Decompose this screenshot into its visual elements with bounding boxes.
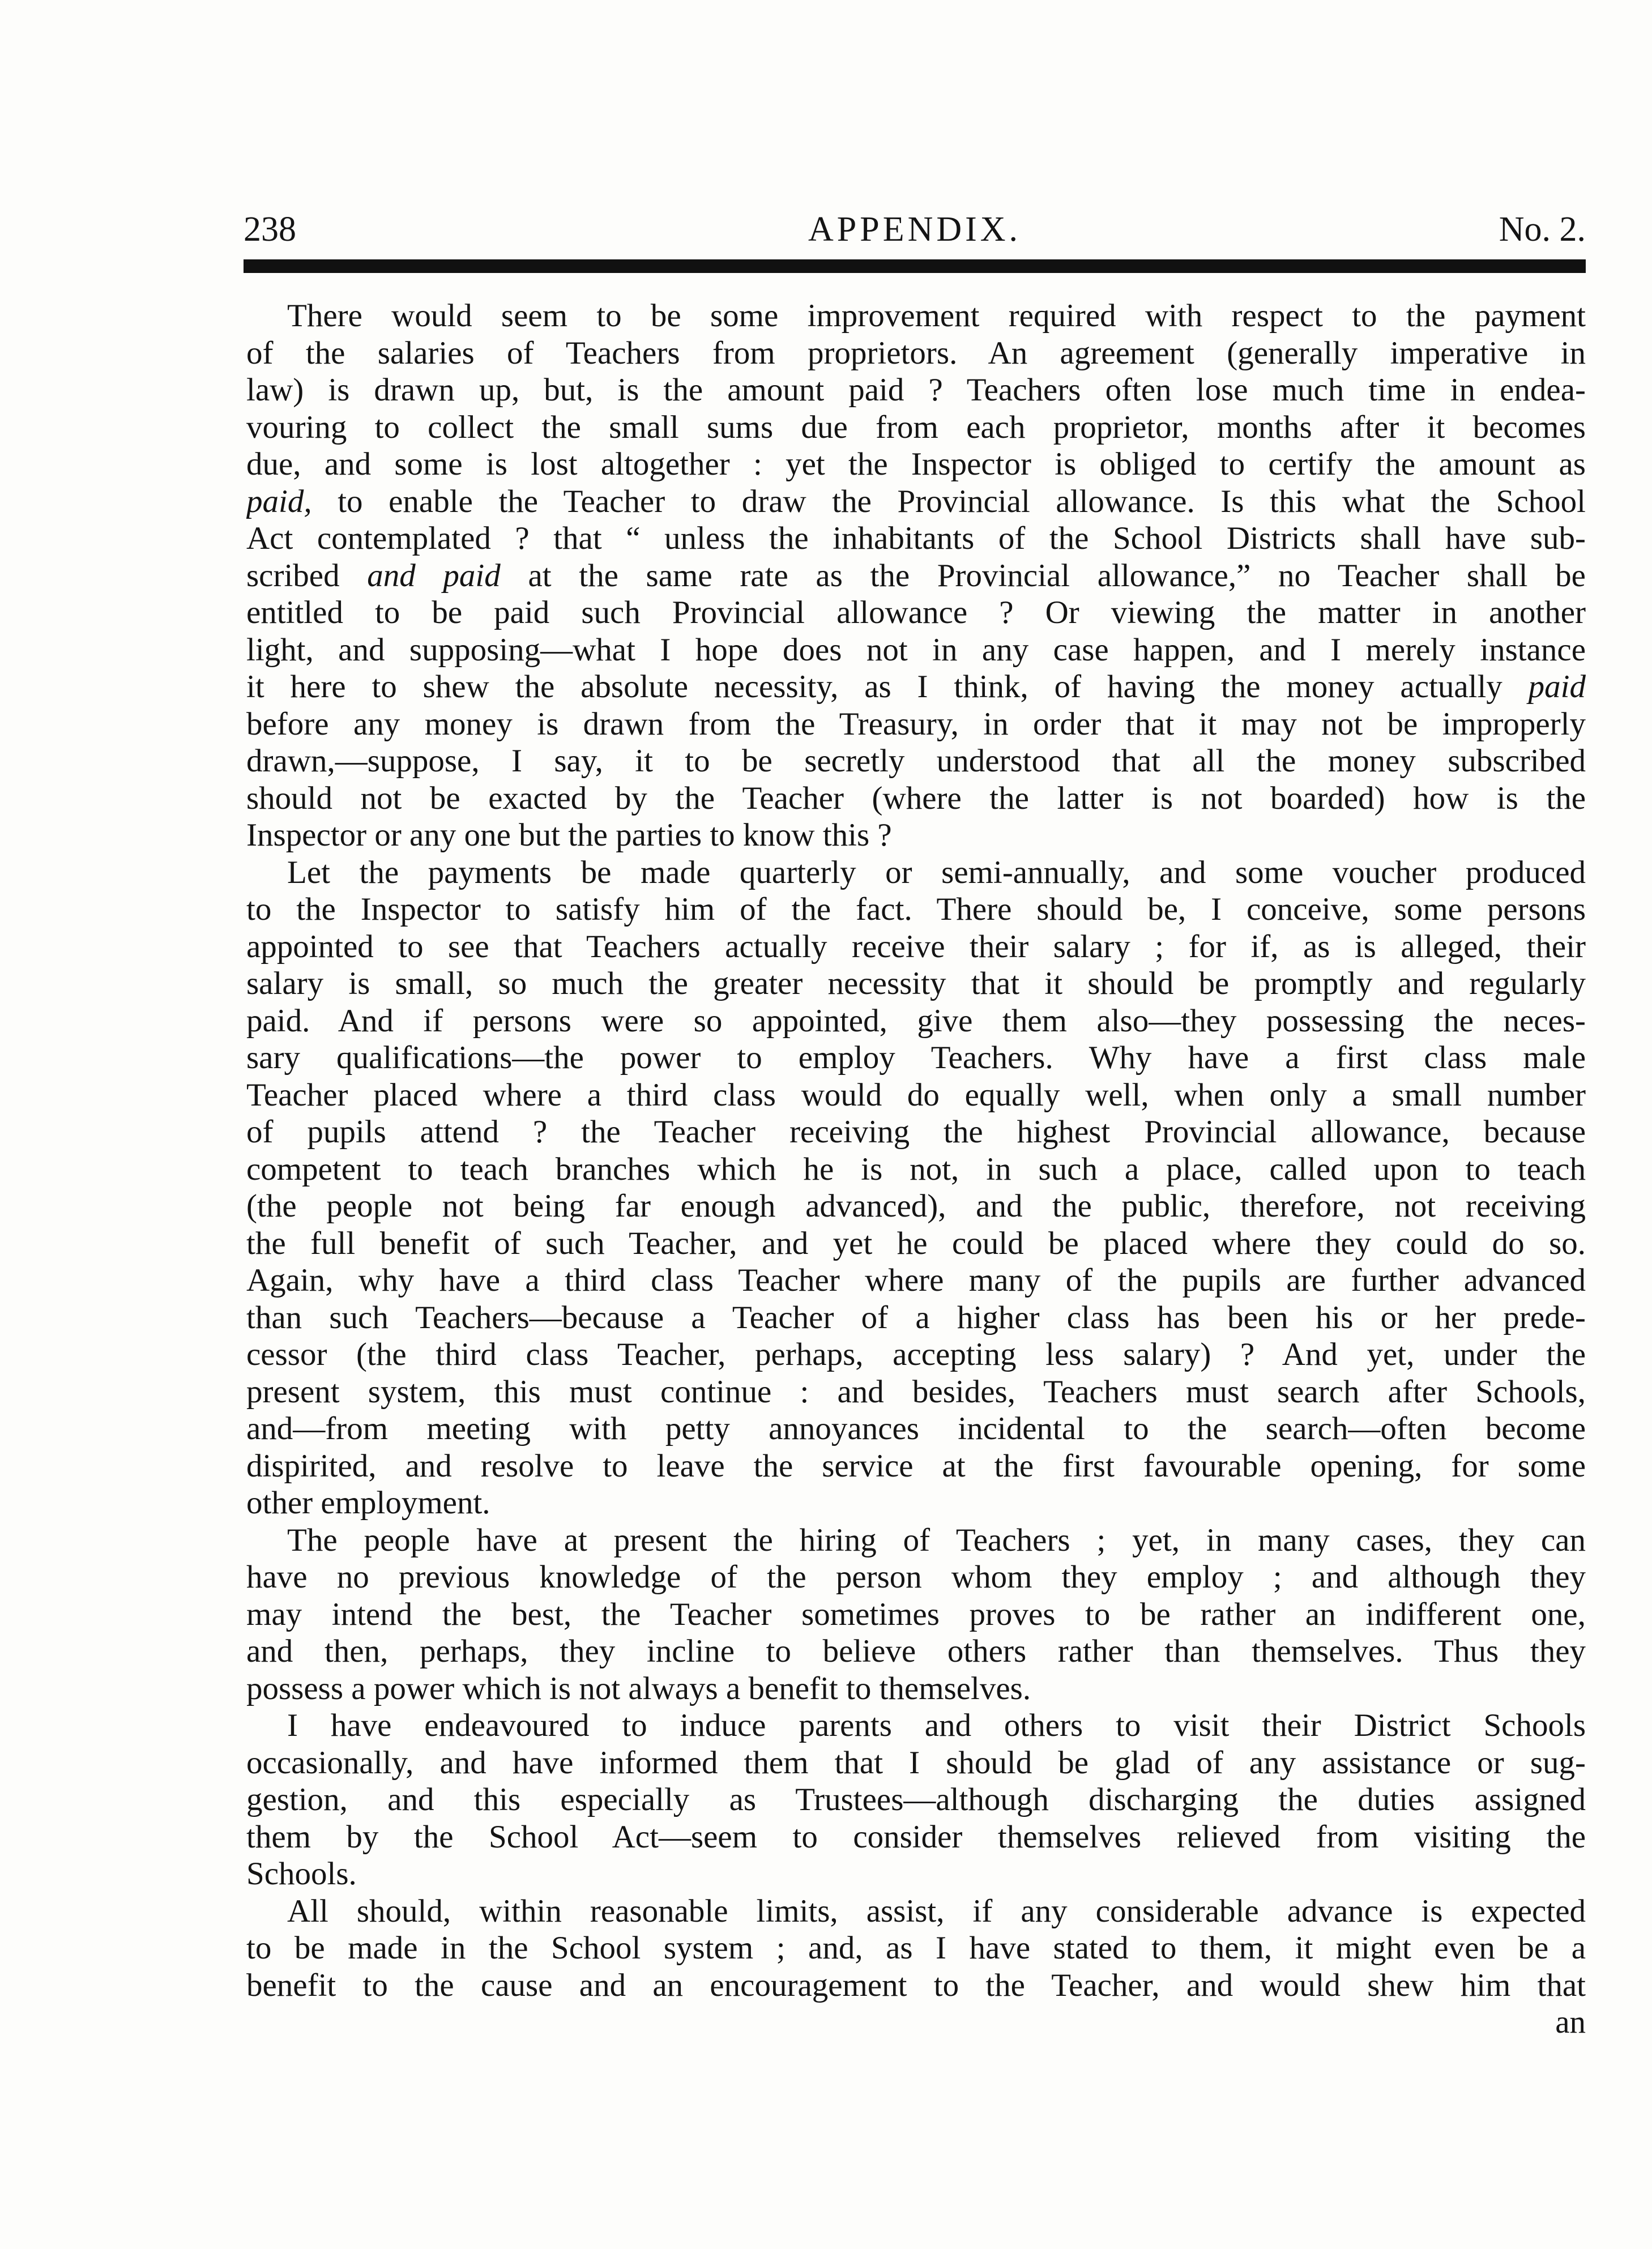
text-line: vouring to collect the small sums due from each proprietor, months after it becomes — [246, 409, 1586, 445]
text-line: paid. And if persons were so appointed, give them also—they possessing the neces- — [246, 1002, 1586, 1039]
text-line: of pupils attend ? the Teacher receiving the highest Provincial allowance, because — [246, 1114, 1586, 1150]
text-line: other employment. — [246, 1485, 490, 1521]
page-title: APPENDIX. — [808, 210, 1022, 249]
text-line: it here to shew the absolute necessity, as I think, of having the money actually paid — [246, 669, 1586, 705]
text-line: gestion, and this especially as Trustees—although discharging the duties assigned — [246, 1782, 1586, 1817]
text-line: law) is drawn up, but, is the amount paid ? Teachers often lose much time in endea- — [246, 372, 1586, 408]
text-line: occasionally, and have informed them that I should be glad of any assistance or sug- — [246, 1744, 1586, 1781]
section-number: No. 2. — [1499, 210, 1586, 249]
text-line: Schools. — [246, 1856, 357, 1892]
running-header — [244, 204, 1586, 255]
text-line: and then, perhaps, they incline to believe others rather than themselves. Thus they — [246, 1633, 1586, 1669]
text-line: to be made in the School system ; and, as I have stated to them, it might even be a — [246, 1930, 1586, 1966]
text-line: I have endeavoured to induce parents and others to visit their District Schools — [287, 1708, 1586, 1743]
text-line: dispirited, and resolve to leave the service at the first favourable opening, for some — [246, 1448, 1586, 1484]
text-line: cessor (the third class Teacher, perhaps, accepting less salary) ? And yet, under the — [246, 1337, 1586, 1372]
text-line: the full benefit of such Teacher, and yet he could be placed where they could do so. — [246, 1225, 1586, 1261]
text-line: benefit to the cause and an encouragement to the Teacher, and would shew him that — [246, 1967, 1586, 2003]
text-line: scribed and paid at the same rate as the Provincial allowance,” no Teacher shall be — [246, 557, 1586, 594]
text-line: Teacher placed where a third class would do equally well, when only a small number — [246, 1077, 1586, 1113]
text-line: drawn,—suppose, I say, it to be secretly understood that all the money subscribed — [246, 743, 1586, 779]
text-line: present system, this must continue : and besides, Teachers must search after Schools, — [246, 1373, 1586, 1410]
text-line: before any money is drawn from the Treasury, in order that it may not be improperly — [246, 706, 1586, 742]
text-line: There would seem to be some improvement required with respect to the payment — [287, 298, 1586, 334]
text-line: possess a power which is not always a benefit to themselves. — [246, 1670, 1031, 1706]
text-line: Again, why have a third class Teacher where many of the pupils are further advanced — [246, 1262, 1586, 1298]
text-line: All should, within reasonable limits, assist, if any considerable advance is expected — [287, 1893, 1586, 1929]
text-line: (the people not being far enough advanced), and the public, therefore, not receiving — [246, 1188, 1586, 1224]
text-line: appointed to see that Teachers actually receive their salary ; for if, as is alleged, their — [246, 928, 1586, 965]
text-line: them by the School Act—seem to consider themselves relieved from visiting the — [246, 1819, 1586, 1855]
text-line: of the salaries of Teachers from proprietors. An agreement (generally imperative in — [246, 335, 1586, 371]
text-line: have no previous knowledge of the person whom they employ ; and although they — [246, 1559, 1586, 1595]
text-line: to the Inspector to satisfy him of the fact. There should be, I conceive, some persons — [246, 891, 1586, 927]
text-line: than such Teachers—because a Teacher of a higher class has been his or her prede- — [246, 1299, 1586, 1335]
text-line: entitled to be paid such Provincial allowance ? Or viewing the matter in another — [246, 595, 1586, 630]
text-line: due, and some is lost altogether : yet the Inspector is obliged to certify the amount as — [246, 446, 1586, 482]
text-line: Let the payments be made quarterly or semi-annually, and some voucher produced — [287, 854, 1586, 890]
text-line: The people have at present the hiring of Teachers ; yet, in many cases, they can — [287, 1522, 1586, 1558]
text-line: competent to teach branches which he is not, in such a place, called upon to teach — [246, 1151, 1586, 1187]
text-line: an — [1555, 2004, 1586, 2040]
header-rule — [244, 259, 1586, 273]
text-line: may intend the best, the Teacher sometimes proves to be rather an indifferent one, — [246, 1596, 1586, 1632]
body-text — [246, 297, 1586, 2041]
text-line: should not be exacted by the Teacher (where the latter is not boarded) how is the — [246, 780, 1586, 816]
text-line: paid, to enable the Teacher to draw the Provincial allowance. Is this what the School — [246, 483, 1586, 519]
text-line: salary is small, so much the greater necessity that it should be promptly and regularly — [246, 966, 1586, 1001]
text-line: sary qualifications—the power to employ Teachers. Why have a first class male — [246, 1040, 1586, 1076]
text-line: Inspector or any one but the parties to know this ? — [246, 817, 892, 853]
text-line: light, and supposing—what I hope does not in any case happen, and I merely instance — [246, 631, 1586, 668]
text-line: Act contemplated ? that “ unless the inhabitants of the School Districts shall have sub- — [246, 520, 1586, 556]
text-line: and—from meeting with petty annoyances incidental to the search—often become — [246, 1411, 1586, 1446]
page-number: 238 — [244, 210, 296, 249]
